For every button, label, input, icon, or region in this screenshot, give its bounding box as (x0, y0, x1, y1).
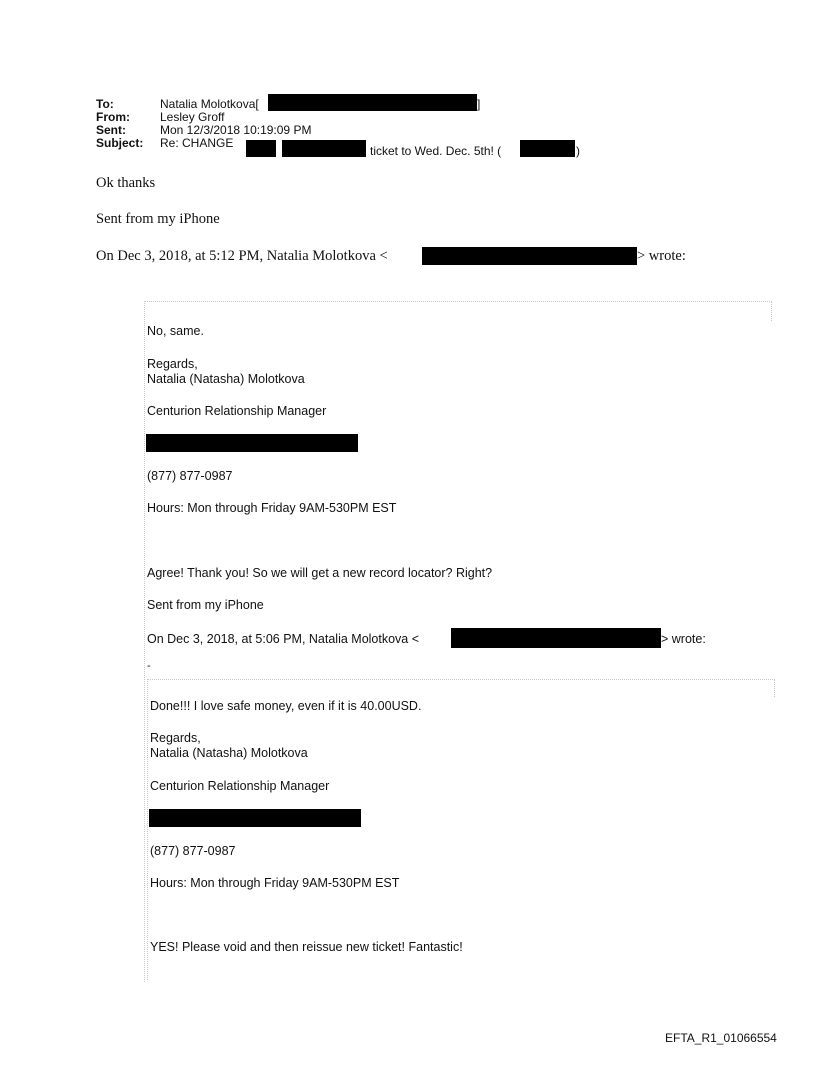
reply-body: Ok thanks (96, 175, 156, 191)
redaction-box (268, 94, 477, 111)
quote-intro-start: On Dec 3, 2018, at 5:12 PM, Natalia Molotkova < (96, 248, 388, 264)
reply-body: YES! Please void and then reissue new ticket! Fantastic! (150, 940, 463, 954)
subject-prefix: Re: CHANGE (160, 136, 234, 150)
quoted-body: Done!!! I love safe money, even if it is 40.00USD. (150, 699, 422, 713)
office-hours: Hours: Mon through Friday 9AM-530PM EST (147, 501, 397, 515)
document-id: EFTA_R1_01066554 (665, 1031, 777, 1045)
subject-middle: ticket to Wed. Dec. 5th! ( (370, 144, 502, 158)
quoted-message-border (147, 679, 775, 980)
redaction-box (246, 140, 276, 157)
phone-number: (877) 877-0987 (147, 469, 233, 483)
sender-name: Natalia (Natasha) Molotkova (147, 372, 305, 386)
sent-value: Mon 12/3/2018 10:19:09 PM (160, 123, 312, 137)
sender-title: Centurion Relationship Manager (147, 404, 327, 418)
quote-intro-start: On Dec 3, 2018, at 5:06 PM, Natalia Molotkova < (147, 632, 420, 646)
to-label: To: (96, 97, 114, 111)
quote-intro-end: > wrote: (637, 248, 686, 264)
subject-label: Subject: (96, 136, 144, 150)
redaction-box (422, 247, 637, 265)
to-value: Natalia Molotkova[ (160, 97, 259, 111)
subject-close: ) (576, 144, 580, 158)
redaction-box (282, 140, 366, 157)
quoted-message-border-right (774, 679, 775, 697)
sender-title: Centurion Relationship Manager (150, 779, 330, 793)
redaction-box (451, 628, 661, 648)
separator-dash: - (147, 660, 151, 672)
reply-signature: Sent from my iPhone (96, 211, 220, 227)
sender-name: Natalia (Natasha) Molotkova (150, 746, 308, 760)
regards: Regards, (147, 357, 198, 371)
quoted-body: No, same. (147, 324, 204, 338)
reply-signature: Sent from my iPhone (147, 598, 264, 612)
redaction-box (520, 140, 575, 157)
office-hours: Hours: Mon through Friday 9AM-530PM EST (150, 876, 400, 890)
reply-body: Agree! Thank you! So we will get a new record locator? Right? (147, 566, 493, 580)
sent-label: Sent: (96, 123, 126, 137)
redaction-box (149, 809, 361, 827)
redaction-box (146, 434, 358, 452)
regards: Regards, (150, 731, 201, 745)
from-label: From: (96, 110, 130, 124)
quoted-message-border-right (771, 301, 772, 321)
phone-number: (877) 877-0987 (150, 844, 236, 858)
quote-intro-end: > wrote: (661, 632, 706, 646)
from-value: Lesley Groff (160, 110, 225, 124)
to-close: ] (477, 97, 481, 111)
